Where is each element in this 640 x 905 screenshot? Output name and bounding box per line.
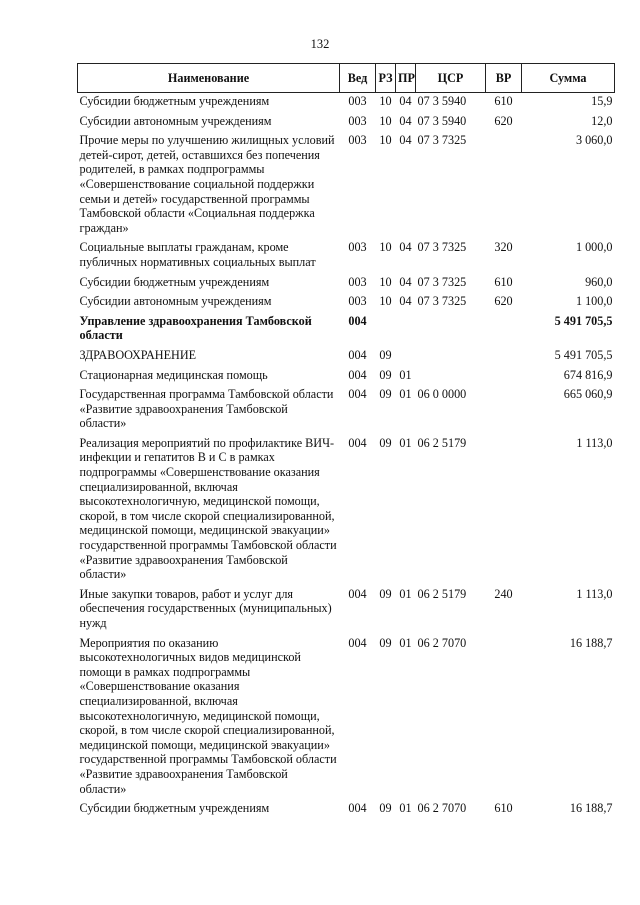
row-csr: 06 0 0000 [417, 387, 467, 402]
header-pr: ПР [396, 64, 416, 93]
row-pr: 04 [399, 133, 412, 148]
row-csr: 07 3 5940 [417, 113, 467, 128]
row-name: Стационарная медицинская помощь [79, 367, 268, 382]
table-row [78, 93, 615, 113]
row-name: Социальные выплаты гражданам, кроме публичных нормативных социальных выплат [79, 240, 316, 269]
row-vr: 610 [494, 274, 513, 289]
header-rz: РЗ [376, 64, 396, 93]
row-ved: 004 [348, 367, 367, 382]
row-pr: 01 [399, 435, 412, 450]
row-csr: 07 3 7325 [417, 133, 467, 148]
row-name: Мероприятия по оказанию высокотехнологичных видов медицинской помощи в рамках подпрограммы «Совершенствование оказания специализированной, включая высокотехнологичную, медицинской помощи, скорой, в том числе скорой специализированной, медицинской помощи, медицинской эвакуации» государственной программы Тамбовской области «Развитие здравоохранения Тамбовской области» [79, 635, 337, 796]
header-sum: Сумма [522, 64, 615, 93]
row-rz: 09 [379, 347, 392, 362]
row-pr: 04 [399, 94, 412, 108]
row-ved: 003 [348, 240, 367, 255]
row-vr: 240 [494, 586, 513, 601]
row-pr: 01 [399, 387, 412, 402]
row-name: Субсидии бюджетным учреждениям [79, 274, 270, 289]
row-name: Субсидии автономным учреждениям [79, 113, 272, 128]
row-pr: 01 [399, 635, 412, 650]
row-ved: 003 [348, 294, 367, 309]
row-pr: 01 [399, 367, 412, 382]
row-ved: 004 [348, 435, 367, 450]
row-vr: 610 [494, 801, 513, 816]
row-sum: 1 000,0 [575, 240, 613, 255]
row-vr: 320 [494, 240, 513, 255]
row-ved: 004 [348, 313, 367, 328]
row-sum: 1 113,0 [576, 586, 613, 601]
table-row [78, 435, 615, 586]
row-vr: 620 [494, 294, 513, 309]
row-ved: 003 [348, 274, 367, 289]
row-pr: 04 [399, 294, 412, 309]
row-name: Управление здравоохранения Тамбовской области [79, 313, 312, 343]
row-name: Субсидии автономным учреждениям [79, 294, 272, 309]
row-rz: 09 [379, 387, 392, 402]
row-csr: 07 3 7325 [417, 294, 467, 309]
header-vr: ВР [486, 64, 522, 93]
row-rz [376, 313, 396, 347]
row-rz: 10 [379, 294, 392, 309]
row-pr: 04 [399, 240, 412, 255]
row-csr: 07 3 5940 [417, 94, 467, 108]
row-rz: 10 [379, 133, 392, 148]
row-sum: 665 060,9 [563, 387, 613, 402]
table-row [78, 293, 615, 313]
row-rz: 10 [379, 94, 392, 108]
table-row [78, 239, 615, 273]
table-row [78, 113, 615, 133]
row-name: Иные закупки товаров, работ и услуг для обеспечения государственных (муниципальных) нужд [79, 586, 332, 630]
page-number: 132 [310, 37, 330, 51]
row-csr: 07 3 7325 [417, 240, 467, 255]
row-csr: 06 2 7070 [417, 801, 467, 816]
row-ved: 004 [348, 347, 367, 362]
row-csr [416, 313, 486, 347]
row-vr [486, 386, 522, 435]
row-rz: 10 [379, 274, 392, 289]
row-pr: 04 [399, 113, 412, 128]
table-row [78, 386, 615, 435]
row-ved: 003 [348, 94, 367, 108]
row-vr [486, 435, 522, 586]
row-vr [486, 635, 522, 801]
row-vr [486, 367, 522, 387]
row-pr [396, 347, 416, 367]
budget-table [77, 63, 615, 820]
row-sum: 960,0 [585, 274, 613, 289]
row-vr [486, 132, 522, 239]
row-rz: 09 [379, 367, 392, 382]
row-sum: 15,9 [591, 94, 613, 108]
row-sum: 1 100,0 [575, 294, 613, 309]
table-header-row [78, 64, 615, 93]
row-name: ЗДРАВООХРАНЕНИЕ [79, 347, 197, 362]
row-csr: 07 3 7325 [417, 274, 467, 289]
table-row [78, 800, 615, 820]
row-pr: 01 [399, 801, 412, 816]
header-ved: Вед [340, 64, 376, 93]
row-sum: 3 060,0 [575, 133, 613, 148]
table-row [78, 132, 615, 239]
row-sum: 12,0 [591, 113, 613, 128]
table-row [78, 313, 615, 347]
row-vr: 610 [494, 94, 513, 108]
row-rz: 10 [379, 240, 392, 255]
table-row [78, 347, 615, 367]
row-pr [396, 313, 416, 347]
row-name: Государственная программа Тамбовской области «Развитие здравоохранения Тамбовской области» [79, 387, 334, 431]
table-row [78, 635, 615, 801]
row-pr: 01 [399, 586, 412, 601]
row-rz: 09 [379, 801, 392, 816]
row-ved: 004 [348, 387, 367, 402]
table-row [78, 367, 615, 387]
row-sum: 5 491 705,5 [554, 347, 613, 362]
header-csr: ЦСР [416, 64, 486, 93]
row-name: Реализация мероприятий по профилактике ВИЧ-инфекции и гепатитов В и С в рамках подпрограммы «Совершенствование оказания специализированной, включая высокотехнологичную, медицинской помощи, скорой, в том числе скорой специализированной, медицинской помощи, медицинской эвакуации» государственной программы Тамбовской области «Развитие здравоохранения Тамбовской области» [79, 435, 337, 582]
row-sum: 16 188,7 [569, 635, 613, 650]
row-ved: 003 [348, 113, 367, 128]
row-rz: 09 [379, 586, 392, 601]
row-ved: 004 [348, 635, 367, 650]
row-vr [486, 347, 522, 367]
row-csr [416, 347, 486, 367]
row-vr [486, 313, 522, 347]
row-csr [416, 367, 486, 387]
row-rz: 10 [379, 113, 392, 128]
table-row [78, 274, 615, 294]
row-sum: 674 816,9 [563, 367, 613, 382]
row-csr: 06 2 5179 [417, 435, 467, 450]
row-rz: 09 [379, 435, 392, 450]
header-name: Наименование [78, 64, 340, 93]
row-name: Субсидии бюджетным учреждениям [79, 94, 270, 108]
table-row [78, 586, 615, 635]
row-ved: 004 [348, 801, 367, 816]
row-rz: 09 [379, 635, 392, 650]
row-sum: 5 491 705,5 [554, 313, 613, 328]
row-vr: 620 [494, 113, 513, 128]
row-name: Прочие меры по улучшению жилищных условий детей-сирот, детей, оставшихся без попечения родителей, в рамках подпрограммы «Совершенствование социальной поддержки семьи и детей» государственной программы Тамбовской области «Социальная поддержка граждан» [79, 133, 335, 235]
row-csr: 06 2 5179 [417, 586, 467, 601]
row-sum: 1 113,0 [576, 435, 613, 450]
row-sum: 16 188,7 [569, 801, 613, 816]
row-name: Субсидии бюджетным учреждениям [79, 801, 270, 816]
row-ved: 003 [348, 133, 367, 148]
row-csr: 06 2 7070 [417, 635, 467, 650]
row-pr: 04 [399, 274, 412, 289]
row-ved: 004 [348, 586, 367, 601]
